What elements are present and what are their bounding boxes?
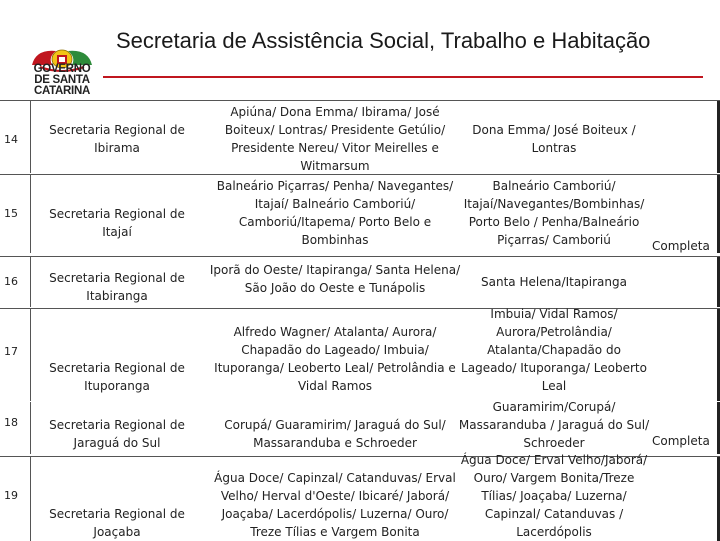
municipios-list: Corupá/ Guaramirim/ Jaraguá do Sul/ Massaranduba e Schroeder bbox=[224, 418, 446, 450]
row-number: 19 bbox=[4, 489, 18, 502]
table-row bbox=[0, 100, 720, 173]
page-title: Secretaria de Assistência Social, Trabalho e Habitação bbox=[116, 28, 651, 53]
regional-name: Secretaria Regional de Ituporanga bbox=[49, 361, 185, 393]
novos-municipios-list: Balneário Camboriú/ Itajaí/Navegantes/Bombinhas/ Porto Belo / Penha/Balneário Piçarras/ Camboriú bbox=[463, 179, 645, 247]
row-number: 18 bbox=[4, 416, 18, 429]
regional-name: Secretaria Regional de Jaraguá do Sul bbox=[49, 418, 185, 450]
novos-municipios-list: Guaramirim/Corupá/ Massaranduba / Jaraguá do Sul/ Schroeder bbox=[458, 400, 650, 450]
table-row bbox=[0, 453, 720, 541]
regional-name: Secretaria Regional de Joaçaba bbox=[49, 507, 185, 539]
table-row bbox=[0, 402, 720, 454]
status-label: Completa bbox=[652, 434, 710, 448]
column-divider bbox=[30, 257, 31, 307]
column-divider bbox=[30, 402, 31, 454]
municipios-list: Iporã do Oeste/ Itapiranga/ Santa Helena/ São João do Oeste e Tunápolis bbox=[209, 263, 461, 295]
municipios-list: Água Doce/ Capinzal/ Catanduvas/ Erval Velho/ Herval d'Oeste/ Ibicaré/ Jaborá/ Joaçaba/ Lacerdópolis/ Luzerna/ Ouro/ Treze Tílias e Vargem Bonita bbox=[214, 471, 456, 539]
novos-municipios-list: Santa Helena/Itapiranga bbox=[481, 275, 627, 289]
column-divider bbox=[30, 175, 31, 253]
row-number: 14 bbox=[4, 133, 18, 146]
municipios-list: Balneário Piçarras/ Penha/ Navegantes/ Itajaí/ Balneário Camboriú/ Camboriú/Itapema/ Porto Belo e Bombinhas bbox=[216, 179, 454, 247]
novos-municipios-list: Água Doce/ Erval Velho/Jaborá/ Ouro/ Vargem Bonita/Treze Tílias/ Joaçaba/ Luzerna/ Capinzal/ Catanduvas / Lacerdópolis bbox=[460, 453, 648, 539]
logo-text bbox=[26, 64, 98, 97]
logo-line-1: GOVERNO bbox=[33, 63, 91, 75]
table-row bbox=[0, 174, 720, 253]
table-row bbox=[0, 256, 720, 307]
logo-line-2: DE SANTA bbox=[34, 74, 90, 86]
column-divider bbox=[30, 457, 31, 541]
row-number: 17 bbox=[4, 345, 18, 358]
table-row bbox=[0, 308, 720, 401]
regional-name: Secretaria Regional de Itajaí bbox=[49, 207, 185, 239]
regional-name: Secretaria Regional de Ibirama bbox=[49, 123, 185, 155]
status-label: Completa bbox=[652, 239, 710, 253]
column-divider bbox=[30, 309, 31, 401]
row-number: 15 bbox=[4, 207, 18, 220]
municipios-list: Alfredo Wagner/ Atalanta/ Aurora/ Chapadão do Lageado/ Imbuia/ Ituporanga/ Leoberto Leal/ Petrolândia e Vidal Ramos bbox=[214, 325, 456, 393]
regional-name: Secretaria Regional de Itabiranga bbox=[49, 271, 185, 303]
title-divider bbox=[103, 76, 703, 78]
novos-municipios-list: Dona Emma/ José Boiteux / Lontras bbox=[472, 123, 636, 155]
municipios-list: Apiúna/ Dona Emma/ Ibirama/ José Boiteux/ Lontras/ Presidente Getúlio/ Presidente Nereu/ Vitor Meirelles e Witmarsum bbox=[224, 105, 446, 173]
row-number: 16 bbox=[4, 275, 18, 288]
novos-municipios-list: Imbuia/ Vidal Ramos/ Aurora/Petrolândia/ Atalanta/Chapadão do Lageado/ Ituporanga/ Leoberto Leal bbox=[461, 307, 647, 393]
column-divider bbox=[30, 101, 31, 173]
logo-line-3: CATARINA bbox=[34, 85, 90, 97]
